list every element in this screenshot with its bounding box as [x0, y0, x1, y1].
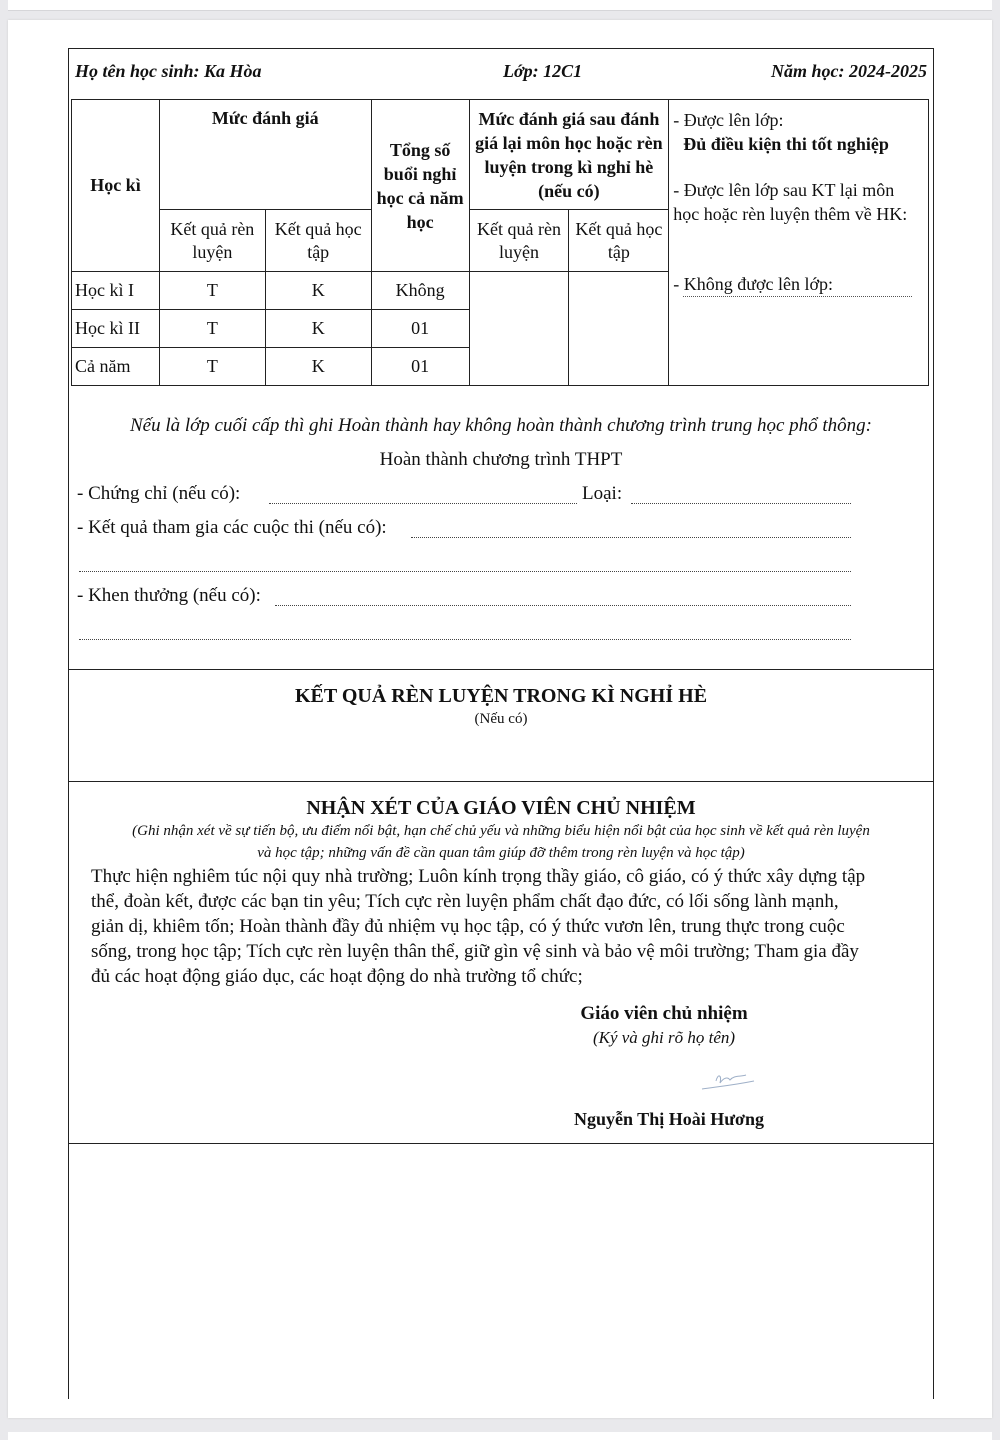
comment-line: đủ các hoạt động giáo dục, các hoạt động do nhà trường tổ chức;: [91, 966, 583, 987]
award-label: - Khen thưởng (nếu có):: [77, 585, 261, 606]
certificate-label: - Chứng chỉ (nếu có):: [77, 483, 241, 504]
signature-mark: [629, 1059, 839, 1099]
completion-note: Nếu là lớp cuối cấp thì ghi Hoàn thành hay không hoàn thành chương trình trung học phổ thông:: [129, 415, 873, 436]
teacher-comment-guide-2: và học tập; những vấn đề cần quan tâm giúp đỡ thêm trong rèn luyện và học tập): [257, 845, 745, 861]
certificate-dots: [269, 503, 577, 504]
row-study: K: [265, 272, 371, 310]
row-conduct-after: [469, 272, 569, 386]
student-name: Họ tên học sinh: Ka Hòa: [75, 61, 262, 81]
teacher-comment-title: NHẬN XÉT CỦA GIÁO VIÊN CHỦ NHIỆM: [306, 797, 696, 819]
summer-title: KẾT QUẢ RÈN LUYỆN TRONG KÌ NGHỈ HÈ: [294, 685, 708, 707]
not-promoted-dots: [683, 296, 912, 297]
row-study: K: [265, 348, 371, 386]
row-term: Cả năm: [72, 348, 160, 386]
sub-conduct: Kết quả rèn luyện: [159, 210, 265, 272]
sub-study: Kết quả học tập: [265, 210, 371, 272]
row-term: Học kì II: [72, 310, 160, 348]
competition-dots-2: [79, 571, 851, 572]
comment-line: thể, đoàn kết, được các bạn tin yêu; Tích cực rèn luyện phẩm chất đạo đức, có lối sống lành mạnh,: [91, 891, 839, 912]
summer-subtitle: (Nếu có): [474, 711, 528, 727]
promoted-after-label: - Được lên lớp sau KT lại môn học hoặc rèn luyện thêm về HK:: [673, 180, 908, 224]
row-term: Học kì I: [72, 272, 160, 310]
teacher-comment-body: [91, 864, 921, 989]
sub-study-after: Kết quả học tập: [569, 210, 669, 272]
col-rating: Mức đánh giá: [159, 100, 371, 210]
competition-label: - Kết quả tham gia các cuộc thi (nếu có):: [77, 517, 387, 538]
divider: [69, 669, 933, 670]
type-dots: [631, 503, 851, 504]
signer-hint: (Ký và ghi rõ họ tên): [592, 1028, 736, 1047]
row-conduct: T: [159, 310, 265, 348]
row-study: K: [265, 310, 371, 348]
type-label: Loại:: [582, 483, 623, 504]
results-table: [71, 99, 929, 386]
report-frame: [68, 48, 934, 1399]
sub-conduct-after: Kết quả rèn luyện: [469, 210, 569, 272]
divider: [69, 781, 933, 782]
award-dots: [275, 605, 851, 606]
divider: [69, 1143, 933, 1144]
teacher-comment-guide: (Ghi nhận xét về sự tiến bộ, ưu điểm nổi bật, hạn chế chủ yếu và những biểu hiện nổi bật của học sinh về kết quả rèn luyện: [132, 823, 870, 839]
comment-line: Thực hiện nghiêm túc nội quy nhà trường; Luôn kính trọng thầy giáo, cô giáo, có ý thức xây dựng tập: [91, 866, 866, 887]
promotion-panel: [669, 100, 929, 386]
not-promoted-label: - Không được lên lớp:: [673, 274, 834, 294]
next-page-edge: [8, 1432, 992, 1440]
row-conduct: T: [159, 272, 265, 310]
promoted-label: - Được lên lớp:: [673, 110, 784, 130]
class-label: Lớp: 12C1: [503, 61, 583, 81]
row-absences: Không: [371, 272, 469, 310]
completion-value: Hoàn thành chương trình THPT: [379, 449, 623, 470]
col-rating-after: Mức đánh giá sau đánh giá lại môn học hoặc rèn luyện trong kì nghỉ hè (nếu có): [469, 100, 669, 210]
comment-line: sống, trong học tập; Tích cực rèn luyện thân thể, giữ gìn vệ sinh và bảo vệ môi trường; Tham gia đầy: [91, 941, 859, 962]
signer-name: Nguyễn Thị Hoài Hương: [574, 1109, 764, 1129]
award-dots-2: [79, 639, 851, 640]
eligible-label: Đủ điều kiện thi tốt nghiệp: [683, 134, 889, 154]
report-page: [8, 20, 992, 1418]
signer-title: Giáo viên chủ nhiệm: [580, 1003, 748, 1024]
previous-page-edge: [8, 0, 992, 11]
row-absences: 01: [371, 348, 469, 386]
col-absences: Tổng số buổi nghỉ học cả năm học: [371, 100, 469, 272]
competition-dots: [411, 537, 851, 538]
school-year: Năm học: 2024-2025: [771, 61, 927, 81]
col-semester: Học kì: [72, 100, 160, 272]
row-conduct: T: [159, 348, 265, 386]
row-study-after: [569, 272, 669, 386]
row-absences: 01: [371, 310, 469, 348]
comment-line: giản dị, khiêm tốn; Hoàn thành đầy đủ nhiệm vụ học tập, có ý thức vươn lên, trung thực trong cuộc: [91, 916, 845, 937]
